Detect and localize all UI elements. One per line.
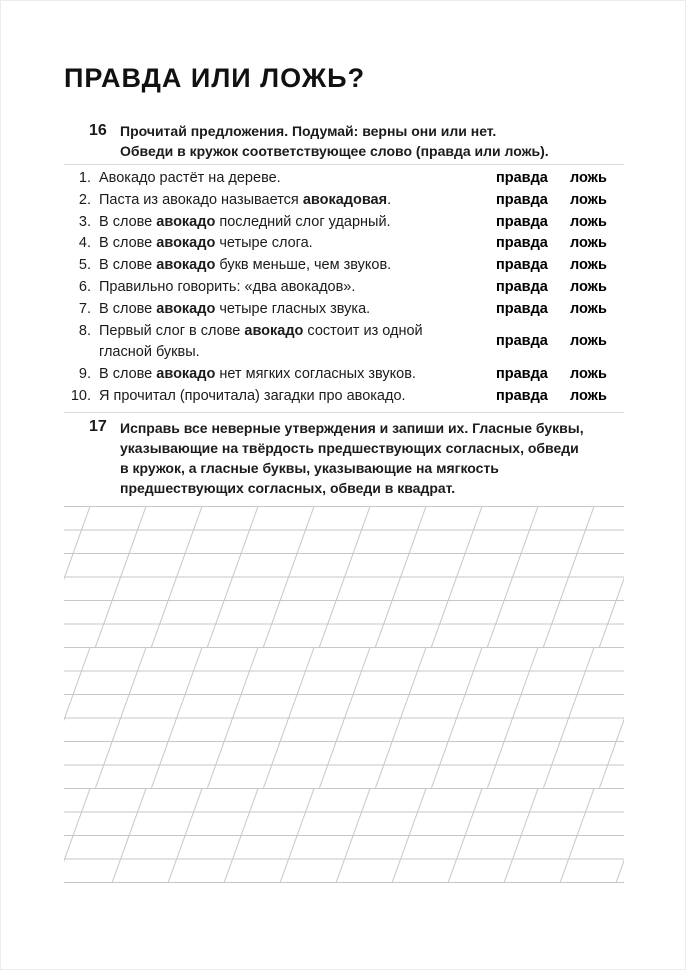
answer-false: ложь <box>570 333 607 350</box>
statement-text-bold: авокадо <box>156 235 216 252</box>
answer-true: правда <box>496 257 548 274</box>
statement-text <box>91 255 496 277</box>
statement-text-bold: авокадо <box>156 366 216 383</box>
statement-text <box>91 299 496 321</box>
answer-true: правда <box>496 191 548 208</box>
statement-row <box>64 321 624 365</box>
statement-text-bold: авокадовая <box>302 191 388 208</box>
answer-true: правда <box>496 235 548 252</box>
answer-true: правда <box>496 300 548 317</box>
answer-options <box>496 168 624 190</box>
statement-text <box>91 190 496 212</box>
answer-options <box>496 233 624 255</box>
statement-text-bold: авокадо <box>156 257 216 274</box>
statement-text-bold: авокадо <box>244 322 304 339</box>
item-number: 3. <box>78 213 91 230</box>
answer-false: ложь <box>570 235 607 252</box>
item-number: 1. <box>78 170 91 186</box>
statement-text-pre: В слове <box>99 366 157 383</box>
answer-options <box>496 255 624 277</box>
statement-row <box>64 386 624 408</box>
answer-false: ложь <box>570 387 607 404</box>
answer-true: правда <box>496 387 548 404</box>
statement-text-pre: В слове <box>99 213 157 230</box>
answer-options <box>496 190 624 212</box>
answer-true: правда <box>496 170 548 186</box>
writing-lines <box>64 506 624 884</box>
exercise-17-instruction: Исправь все неверные утверждения и запиши их. Гласные буквы, указывающие на твёрдость предшествующих согласных, обведи в кружок, а гласные буквы, указывающие на мягкость предшествующих согласных, обведи в квадрат. <box>120 420 584 496</box>
item-number: 7. <box>78 300 91 317</box>
answer-options <box>496 212 624 234</box>
answer-true: правда <box>496 333 548 350</box>
statement-text-pre: В слове <box>99 257 157 274</box>
statement-text <box>91 386 496 408</box>
item-number: 10. <box>70 387 91 404</box>
answer-options <box>496 331 624 353</box>
statement-row <box>64 364 624 386</box>
statement-text-post: четыре слога. <box>215 235 313 252</box>
statement-text-bold: авокадо <box>156 213 216 230</box>
answer-options <box>496 364 624 386</box>
page-title: ПРАВДА ИЛИ ЛОЖЬ? <box>64 63 366 93</box>
answer-options <box>496 277 624 299</box>
statement-row <box>64 168 624 190</box>
statement-text <box>91 212 496 234</box>
answer-true: правда <box>496 278 548 295</box>
statement-text-post: . <box>387 191 392 208</box>
statement-text-pre: В слове <box>99 235 157 252</box>
answer-false: ложь <box>570 170 607 186</box>
statement-text-pre: Я прочитал (прочитала) загадки про авокадо. <box>99 387 406 404</box>
answer-false: ложь <box>570 366 607 383</box>
statements-list <box>64 164 624 413</box>
answer-false: ложь <box>570 300 607 317</box>
statement-text-post: нет мягких согласных звуков. <box>215 366 416 383</box>
answer-true: правда <box>496 366 548 383</box>
statement-text-post: четыре гласных звука. <box>215 300 371 317</box>
item-number: 5. <box>78 257 91 274</box>
statement-text <box>91 277 496 299</box>
statement-text-post: состоит из одной гласной буквы. <box>99 322 423 361</box>
statement-text-pre: Паста из авокадо называется <box>99 191 303 208</box>
item-number: 6. <box>78 278 91 295</box>
item-number: 8. <box>78 322 91 339</box>
statement-row <box>64 299 624 321</box>
exercise-17 <box>89 418 609 498</box>
statement-row <box>64 277 624 299</box>
item-number: 2. <box>78 191 91 208</box>
statement-text <box>91 168 496 190</box>
answer-false: ложь <box>570 257 607 274</box>
statement-text-post: последний слог ударный. <box>215 213 391 230</box>
answer-options <box>496 386 624 408</box>
answer-false: ложь <box>570 213 607 230</box>
exercise-16 <box>89 122 599 161</box>
exercise-17-number: 17 <box>89 418 107 435</box>
answer-false: ложь <box>570 278 607 295</box>
statement-text <box>91 233 496 255</box>
statement-text-pre: Авокадо растёт на дереве. <box>99 170 281 186</box>
exercise-16-number: 16 <box>89 122 107 139</box>
statement-text-post: букв меньше, чем звуков. <box>215 257 392 274</box>
statement-text <box>91 321 496 365</box>
statement-text-pre: Правильно говорить: «два авокадов». <box>99 278 356 295</box>
item-number: 4. <box>78 235 91 252</box>
item-number: 9. <box>78 366 91 383</box>
statement-text-pre: Первый слог в слове <box>99 322 245 339</box>
statement-row <box>64 190 624 212</box>
statement-row <box>64 255 624 277</box>
statement-text-bold: авокадо <box>156 300 216 317</box>
answer-options <box>496 299 624 321</box>
answer-false: ложь <box>570 191 607 208</box>
statement-text <box>91 364 496 386</box>
exercise-16-instruction: Прочитай предложения. Подумай: верны они или нет. Обведи в кружок соответствующее слово (правда или ложь). <box>120 123 549 159</box>
statement-text-pre: В слове <box>99 300 157 317</box>
statement-row <box>64 233 624 255</box>
statement-row <box>64 212 624 234</box>
answer-true: правда <box>496 213 548 230</box>
